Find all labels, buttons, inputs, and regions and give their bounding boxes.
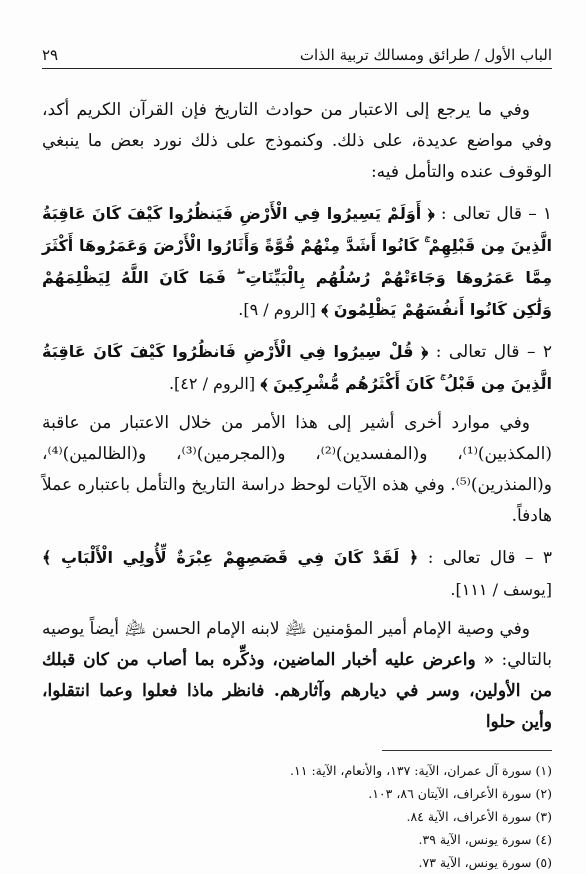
closing-text: وفي وصية الإمام أمير المؤمنين ﵇ لابنه الإمام الحسن ﵇ أيضاً يوصيه بالتالي: (42, 619, 553, 670)
footnote: (٣) سورة الأعراف، الآية ٨٤. (406, 809, 552, 824)
running-header (42, 38, 552, 64)
item-number: ٣ – (524, 548, 553, 568)
item-lead: قال تعالى : (440, 204, 523, 224)
item-number: ١ – (528, 204, 553, 224)
verse-reference: [يوسف / ١١١]. (450, 580, 552, 599)
footnotes (42, 759, 552, 874)
verse-item-3 (42, 542, 552, 606)
footnote: (١) سورة آل عمران، الآية: ١٣٧، والأنعام، الآية: ١١. (290, 763, 552, 778)
item-lead: قال تعالى : (435, 342, 520, 362)
imam-quote: « واعرض عليه أخبار الماضين، وذكِّره بما أصاب من كان قبلك من الأولين، وسر في ديارهم وآثارهم. فانظر ماذا فعلوا وعما انتقلوا، وأين حلوا (42, 650, 552, 732)
footnote: (٢) سورة الأعراف، الآيتان ٨٦، ١٠٣. (368, 786, 552, 801)
verse-item-1 (42, 198, 552, 326)
chapter-title: الباب الأول / طرائق ومسالك تربية الذات (299, 46, 552, 64)
header-divider (42, 68, 552, 69)
footnote-divider (382, 750, 552, 751)
page-number: ٢٩ (42, 46, 59, 64)
quran-verse: ﴿ قُلْ سِيرُوا فِي الْأَرْضِ فَانظُرُوا كَيْفَ كَانَ عَاقِبَةُ الَّذِينَ مِن قَبْلُ ۚ كَانَ أَكْثَرُهُم مُّشْرِكِينَ ﴾ (42, 342, 552, 393)
item-lead: قال تعالى : (427, 548, 516, 568)
verse-item-2 (42, 336, 552, 400)
intro-paragraph: وفي ما يرجع إلى الاعتبار من حوادث التاريخ فإن القرآن الكريم أكد، وفي مواضع عديدة، على ذلك. وكنموذج على ذلك نورد بعض ما ينبغي الوقوف عنده والتأمل فيه: (42, 100, 552, 182)
closing-paragraph (42, 614, 552, 738)
footnote: (٥) سورة يونس، الآية ٧٣. (418, 855, 552, 870)
verse-reference: [الروم / ٩]. (238, 300, 316, 319)
book-page (42, 38, 553, 870)
verse-reference: [الروم / ٤٢]. (168, 374, 256, 393)
quran-verse: ﴿ لَقَدْ كَانَ فِي قَصَصِهِمْ عِبْرَةٌ لِّأُولِي الْأَلْبَابِ ﴾ (42, 548, 419, 567)
footnote: (٤) سورة يونس، الآية ٣٩. (418, 832, 552, 847)
item-number: ٢ – (526, 342, 553, 362)
quran-verse: ﴿ أَوَلَمْ يَسِيرُوا فِي الْأَرْضِ فَيَنظُرُوا كَيْفَ كَانَ عَاقِبَةُ الَّذِينَ مِن قَبْلِهِمْ ۚ كَانُوا أَشَدَّ مِنْهُمْ قُوَّةً وَأَثَارُوا الْأَرْضَ وَعَمَرُوهَا أَكْثَرَ مِمَّا عَمَرُوهَا وَجَاءَتْهُمْ رُسُلُهُم بِالْبَيِّنَاتِ ۖ فَمَا كَانَ اللَّهُ لِيَظْلِمَهُمْ وَلَٰكِن كَانُوا أَنفُسَهُمْ يَظْلِمُونَ ﴾ (42, 204, 552, 319)
middle-paragraph: وفي موارد أخرى أشير إلى هذا الأمر من خلال الاعتبار من عاقبة (المكذبين)⁽¹⁾، و(المفسدين)⁽²⁾، و(المجرمين)⁽³⁾، و(الظالمين)⁽⁴⁾، و(المنذرين)⁽⁵⁾. وفي هذه الآيات لوحظ دراسة التاريخ والتأمل باعتباره عملاً هادفاً. (42, 413, 552, 526)
